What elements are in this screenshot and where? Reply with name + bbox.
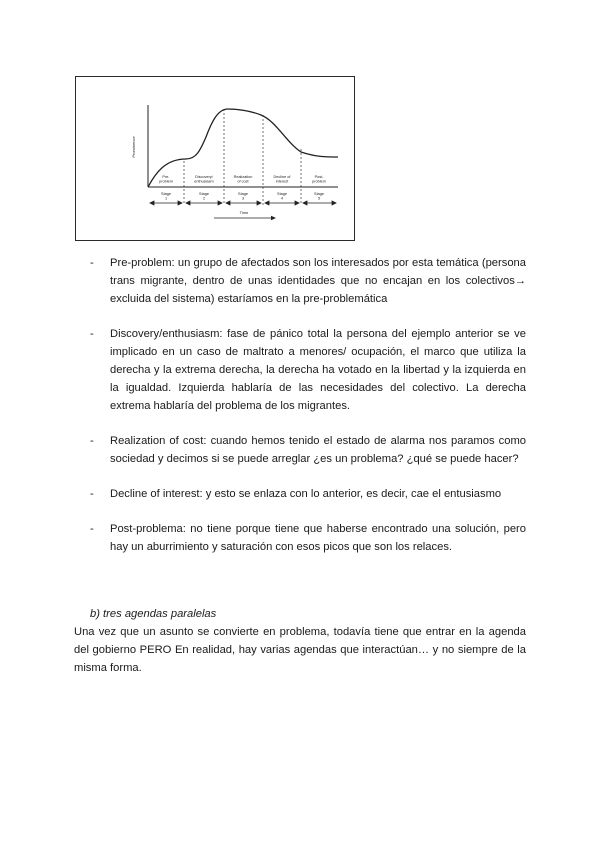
list-item-text: Decline of interest: y esto se enlaza con lo anterior, es decir, cae el entusiasmo (110, 488, 502, 500)
list-item-text: Discovery/enthusiasm: fase de pánico total la persona del ejemplo anterior se ve implicado en un caso de maltrato a menores/ ocupación, el marco que utiliza la derecha y la extrema derecha, la derecha ha votado en la libertad y la izquierda en la igualdad. Izquierda hablaría de las necesidades del colectivo. La derecha extrema hablaría del problema de los migrantes. (110, 328, 526, 412)
stage-number-1: Stage 1 (161, 192, 171, 201)
stage-number-5: Stage 5 (314, 192, 324, 201)
list-item-text: Pre-problem: un grupo de afectados son los interesados por esta temática (persona trans migrante, dentro de unas identidades que no encajan en los colectivos→ excluida del sistema) estaríamos en la pre-problemática (110, 257, 526, 305)
list-bullet: - (90, 488, 94, 500)
list-item (74, 325, 526, 415)
stage-name-1: Pre-problem (159, 175, 173, 184)
stage-name-5: Post-problem (312, 175, 326, 184)
list-item (74, 485, 526, 503)
time-arrow-head (271, 216, 276, 220)
stage-number-2: Stage 2 (199, 192, 209, 201)
y-axis-label: Prominence (131, 136, 136, 158)
stage-name-3: Realization of cost (233, 175, 253, 184)
list-bullet: - (90, 257, 94, 269)
list-bullet: - (90, 328, 94, 340)
cycle-chart (76, 77, 356, 242)
stage-number-3: Stage 3 (238, 192, 248, 201)
list-item (74, 254, 526, 308)
stage-name-4: Decline of interest (273, 175, 291, 184)
issue-attention-cycle-figure (75, 76, 355, 241)
list-item-text: Realization of cost: cuando hemos tenido el estado de alarma nos paramos como sociedad y decimos si se puede arreglar ¿es un problema? ¿qué se puede hacer? (110, 435, 526, 465)
stage-name-2: Discovery/ enthusiasm (194, 175, 214, 184)
list-bullet: - (90, 523, 94, 535)
stage-description-list (74, 254, 526, 573)
stage-span-arrows (150, 201, 336, 205)
x-axis-label: Time (239, 210, 249, 215)
section-subheading: b) tres agendas paralelas (90, 608, 217, 620)
list-item (74, 432, 526, 468)
list-bullet: - (90, 435, 94, 447)
list-item-text: Post-problema: no tiene porque tiene que haberse encontrado una solución, pero hay un aburrimiento y saturación con esos picos que son los relaces. (110, 523, 526, 553)
list-item (74, 520, 526, 556)
body-paragraph: Una vez que un asunto se convierte en problema, todavía tiene que entrar en la agenda del gobierno PERO En realidad, hay varias agendas que interactúan… y no siempre de la misma forma. (74, 626, 526, 674)
stage-number-4: Stage 4 (277, 192, 287, 201)
